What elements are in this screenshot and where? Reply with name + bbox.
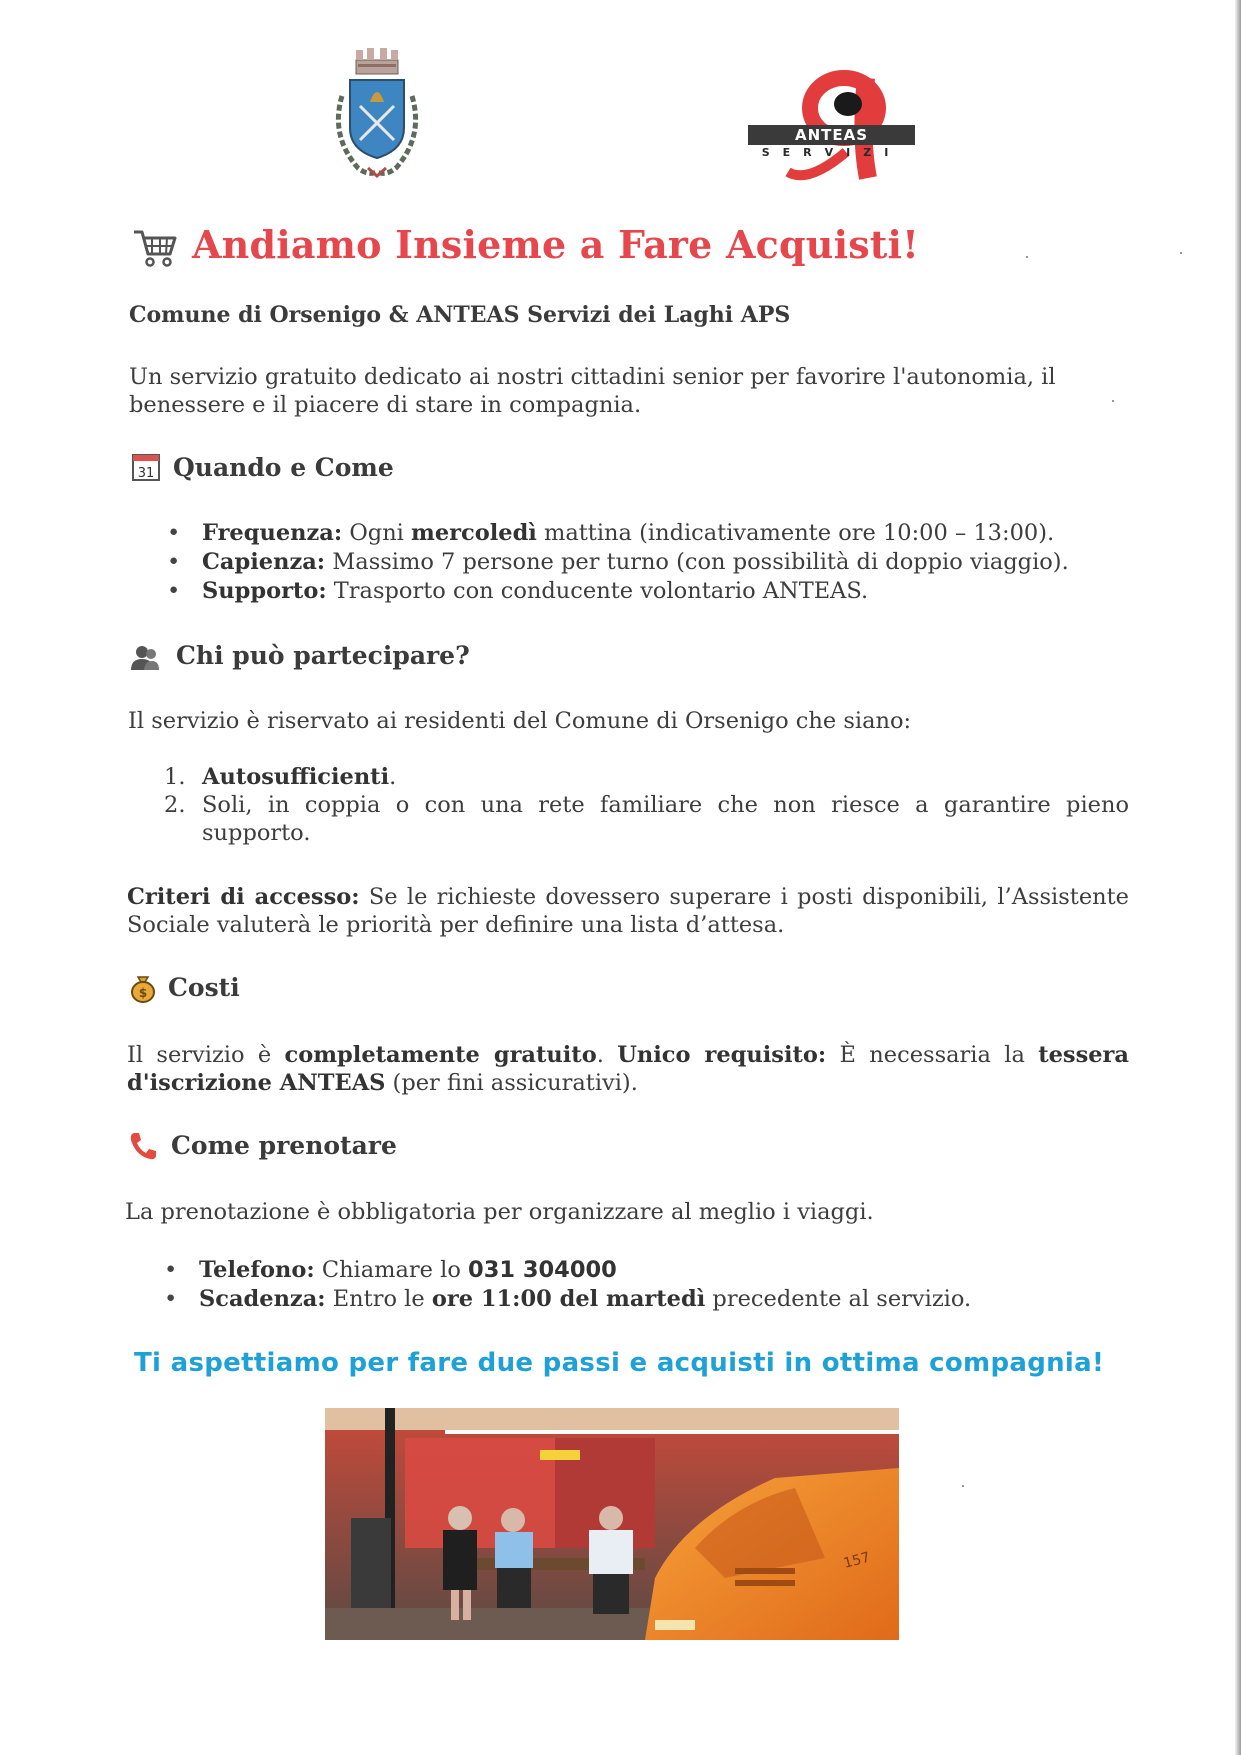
scan-speck [962, 1485, 964, 1487]
svg-text:157: 157 [841, 1549, 872, 1572]
subtitle: Comune di Orsenigo & ANTEAS Servizi dei Laghi APS [129, 302, 791, 328]
anteas-logo-subtext: SERVIZI [761, 146, 902, 159]
section-heading-who: Chi può partecipare? [176, 641, 470, 670]
booking-lead: La prenotazione è obbligatoria per organizzare al meglio i viaggi. [125, 1199, 874, 1225]
photo-seniors-bus-stop [325, 1408, 899, 1640]
crown-icon [356, 48, 398, 74]
svg-text:$: $ [138, 986, 148, 1000]
list-item: • Capienza: Massimo 7 persone per turno (con possibilità di doppio viaggio). [202, 548, 1069, 577]
list-item: • Scadenza: Entro le ore 11:00 del martedì precedente al servizio. [199, 1285, 971, 1314]
phone-icon [128, 1131, 158, 1161]
criteria-paragraph: Criteri di accesso: Se le richieste dovessero superare i posti disponibili, l’Assistente Sociale valuterà le priorità per definire una lista d’attesa. [127, 884, 1129, 938]
list-item: • Frequenza: Ogni mercoledì mattina (indicativamente ore 10:00 – 13:00). [202, 519, 1069, 548]
svg-text:31: 31 [137, 466, 155, 481]
comune-coat-of-arms [328, 46, 426, 182]
shield-icon [350, 80, 404, 158]
shopping-cart-icon [132, 226, 178, 268]
who-lead: Il servizio è riservato ai residenti del Comune di Orsenigo che siano: [128, 708, 912, 734]
booking-list [199, 1256, 971, 1314]
list-item: 1. Autosufficienti. [164, 764, 397, 790]
section-heading-booking: Come prenotare [171, 1131, 397, 1160]
calendar-icon [131, 452, 161, 482]
people-icon [130, 642, 160, 672]
anteas-logo-text: ANTEAS [748, 125, 915, 145]
phone-number: 031 304000 [468, 1257, 617, 1283]
scan-speck [1026, 256, 1028, 258]
intro-paragraph: Un servizio gratuito dedicato ai nostri cittadini senior per favorire l'autonomia, il benessere e il piacere di stare in compagnia. [129, 364, 1056, 418]
list-item: • Supporto: Trasporto con conducente volontario ANTEAS. [202, 577, 1069, 606]
who-list [164, 763, 1129, 847]
when-list [202, 519, 1069, 606]
closing-tagline: Ti aspettiamo per fare due passi e acquisti in ottima compagnia! [134, 1348, 1105, 1378]
list-item: 2. Soli, in coppia o con una rete familiare che non riesce a garantire pieno supporto. [164, 792, 1129, 846]
section-heading-when: Quando e Come [173, 453, 394, 482]
costs-paragraph: Il servizio è completamente gratuito. Unico requisito: È necessaria la tessera d'iscrizione ANTEAS (per fini assicurativi). [127, 1042, 1129, 1096]
scan-speck [1180, 252, 1182, 254]
list-item: • Telefono: Chiamare lo 031 304000 [199, 1256, 971, 1285]
page-title: Andiamo Insieme a Fare Acquisti! [192, 222, 920, 267]
section-heading-costs: Costi [168, 973, 240, 1002]
scan-edge [1235, 0, 1241, 1755]
money-bag-icon [128, 973, 158, 1003]
anteas-logo [748, 68, 918, 184]
